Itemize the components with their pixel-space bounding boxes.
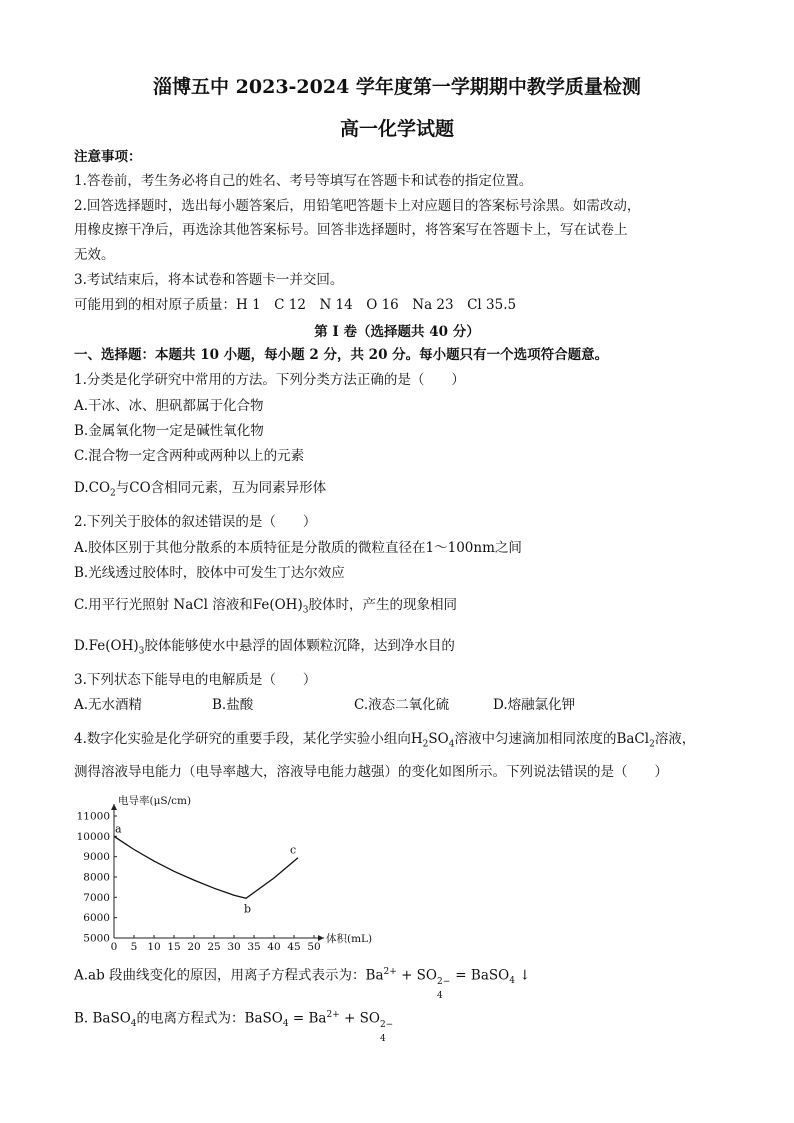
q4-b-pre: B. BaSO	[74, 1010, 131, 1027]
y-tick-label: 6000	[83, 912, 110, 925]
x-tick-label: 20	[187, 941, 201, 953]
q2-option-c-pre: C.用平行光照射 NaCl 溶液和Fe(OH)	[74, 597, 303, 613]
y-axis-arrow	[111, 804, 117, 810]
q1-option-a: A.干冰、冰、胆矾都属于化合物	[74, 398, 264, 414]
q2-option-d-sub: 3	[138, 646, 145, 657]
q3-option-d: D.熔融氯化钾	[493, 697, 576, 713]
q4-option-b	[74, 1005, 394, 1044]
part1-heading: 第 I 卷（选择题共 40 分）	[314, 324, 480, 340]
q2-option-a: A.胶体区别于其他分散系的本质特征是分散质的微粒直径在1～100nm之间	[74, 540, 522, 556]
x-tick-label: 30	[227, 941, 241, 953]
q3-stem: 3.下列状态下能导电的电解质是（ ）	[74, 672, 317, 688]
x-tick-label: 10	[147, 941, 161, 953]
q4-a-mid: + SO	[396, 967, 437, 984]
q4-option-a	[74, 962, 531, 1001]
x-tick-label: 45	[287, 941, 301, 953]
q4-a-post: = BaSO	[451, 967, 510, 984]
point-label-a: a	[115, 822, 122, 836]
y-tick-label: 5000	[83, 932, 110, 945]
q4-b-sup1: 2+	[326, 1010, 340, 1020]
q1-option-d-pre: D.CO	[74, 480, 111, 496]
q2-option-c-sub: 3	[302, 605, 309, 616]
q4-a-sub: 4	[437, 990, 443, 1001]
notice-item-2-line-1: 2.回答选择题时，选出每小题答案后，用铅笔吧答题卡上对应题目的答案标号涂黑。如需改动，	[74, 198, 641, 214]
section-heading: 一、选择题：本题共 10 小题，每小题 2 分，共 20 分。每小题只有一个选项符合题意。	[74, 347, 609, 363]
q4-stem-line-1	[74, 729, 695, 755]
y-axis-label: 电导率(μS/cm)	[118, 795, 192, 807]
q4-a-sup2: 2−	[437, 976, 451, 987]
q1-stem: 1.分类是化学研究中常用的方法。下列分类方法正确的是（ ）	[74, 372, 465, 388]
q4-stem-post: 溶液，	[654, 731, 696, 747]
notice-item-2-line-2: 用橡皮擦干净后，再选涂其他答案标号。回答非选择题时，将答案写在答题卡上，写在试卷上	[74, 222, 628, 238]
q4-b-sup2: 2−	[379, 1019, 394, 1030]
conductivity-line	[114, 836, 298, 898]
q2-option-d-post: 胶体能够使水中悬浮的固体颗粒沉降，达到净水目的	[144, 638, 455, 654]
x-tick-label: 15	[167, 941, 181, 953]
q4-stem-line-2: 测得溶液导电能力（电导率越大，溶液导电能力越强）的变化如图所示。下列说法错误的是（ ）	[74, 764, 668, 780]
y-tick-label: 9000	[83, 851, 110, 864]
q2-option-c-post: 胶体时，产生的现象相同	[308, 597, 457, 613]
q2-option-d	[74, 636, 455, 662]
x-tick-label: 5	[130, 941, 138, 953]
y-tick-label: 7000	[83, 891, 110, 904]
q2-option-c	[74, 595, 457, 621]
point-label-c: c	[290, 843, 297, 857]
x-tick-label: 35	[247, 941, 261, 953]
q4-b-mid: 的电离方程式为：BaSO	[136, 1010, 283, 1027]
q4-stem-mid1: SO	[428, 731, 449, 747]
q2-option-d-pre: D.Fe(OH)	[74, 638, 139, 654]
x-tick-label: 25	[207, 941, 221, 953]
q3-option-b: B.盐酸	[212, 697, 254, 713]
x-axis-label: 体积(mL)	[326, 933, 373, 945]
q4-stem-pre: 4.数字化实验是化学研究的重要手段，某化学实验小组向H	[74, 731, 423, 747]
q1-option-d-sub: 2	[110, 488, 116, 499]
q4-stem-sub1: 2	[422, 739, 429, 750]
exam-subtitle: 高一化学试题	[339, 118, 454, 140]
q1-option-b: B.金属氧化物一定是碱性氧化物	[74, 423, 264, 439]
q1-option-d	[74, 478, 326, 504]
notice-item-3: 3.考试结束后，将本试卷和答题卡一并交回。	[74, 272, 344, 288]
q1-option-d-post: 与CO含相同元素，互为同素异形体	[115, 480, 327, 496]
q4-stem-sub2: 4	[448, 739, 455, 750]
q4-a-sup1: 2+	[383, 967, 397, 977]
q4-b-mid3: + SO	[339, 1010, 380, 1027]
q4-a-sub2: 4	[509, 976, 515, 987]
q4-b-sub2: 4	[282, 1019, 289, 1030]
q2-stem: 2.下列关于胶体的叙述错误的是（ ）	[74, 514, 317, 530]
q4-a-pre: A.ab 段曲线变化的原因，用离子方程式表示为：Ba	[74, 967, 384, 984]
notice-item-2-line-3: 无效。	[74, 247, 115, 263]
x-tick-label: 0	[110, 941, 118, 953]
point-label-b: b	[244, 902, 252, 916]
x-tick-label: 50	[307, 941, 321, 953]
x-tick-label: 40	[267, 941, 281, 953]
q3-option-a: A.无水酒精	[74, 697, 143, 713]
exam-title: 淄博五中 2023-2024 学年度第一学期期中教学质量检测	[153, 76, 641, 98]
q4-b-mid2: = Ba	[288, 1010, 327, 1027]
y-tick-label: 11000	[76, 810, 110, 823]
q2-option-b: B.光线透过胶体时，胶体中可发生丁达尔效应	[74, 565, 345, 581]
notice-heading: 注意事项：	[74, 149, 142, 165]
q3-option-c: C.液态二氧化硫	[354, 697, 450, 713]
q4-b-sub3: 4	[379, 1033, 386, 1044]
q4-stem-sub3: 2	[649, 739, 655, 750]
q1-option-c: C.混合物一定含两种或两种以上的元素	[74, 448, 305, 464]
y-tick-label: 10000	[76, 830, 110, 843]
notice-item-1: 1.答卷前，考生务必将自己的姓名、考号等填写在答题卡和试卷的指定位置。	[74, 173, 533, 189]
q4-b-sub1: 4	[130, 1019, 137, 1030]
q4-a-end: ↓	[514, 967, 531, 984]
q4-stem-mid2: 溶液中匀速滴加相同浓度的BaCl	[454, 731, 650, 747]
atomic-mass-line: 可能用到的相对原子质量：H 1 C 12 N 14 O 16 Na 23 Cl 35.5	[74, 297, 517, 313]
conductivity-chart	[70, 782, 373, 953]
y-tick-label: 8000	[83, 871, 110, 884]
